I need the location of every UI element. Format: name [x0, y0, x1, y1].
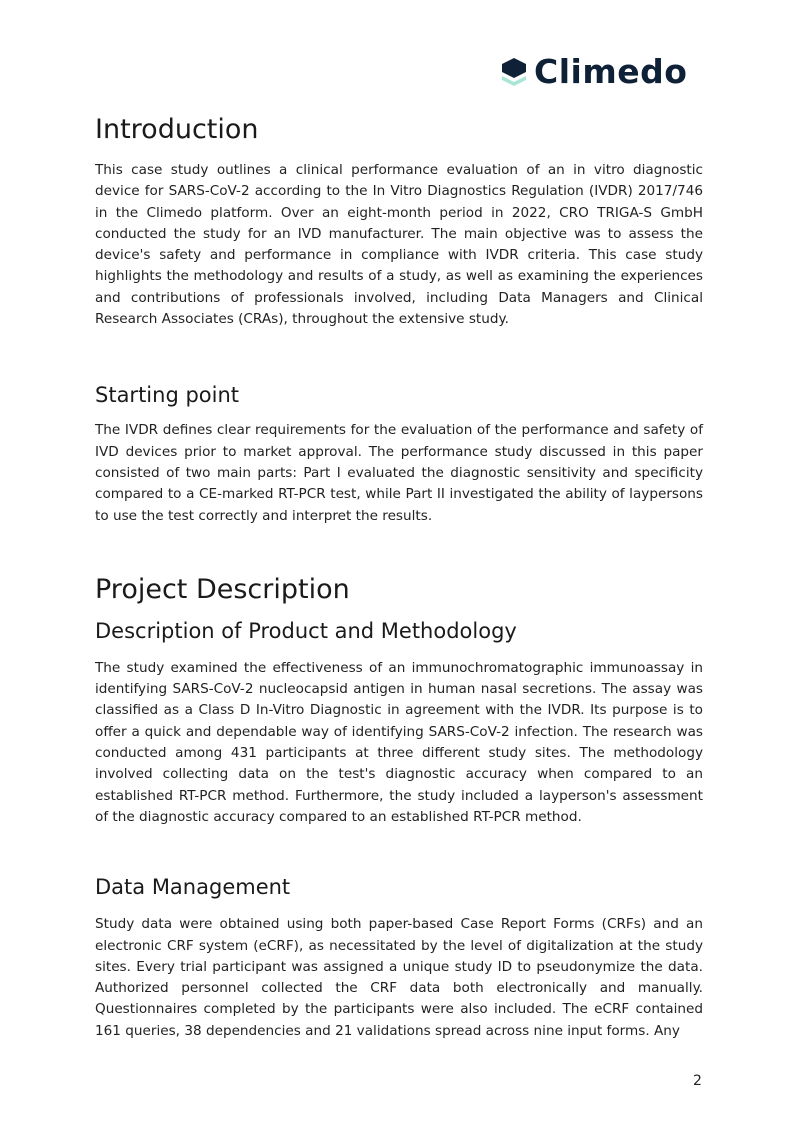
logo-text: Climedo — [534, 52, 688, 91]
climedo-logo-icon — [500, 56, 528, 88]
climedo-logo — [500, 52, 687, 91]
document-body — [95, 110, 703, 1042]
data-management-heading: Data Management — [95, 875, 291, 900]
introduction-paragraph: This case study outlines a clinical performance evaluation of an in vitro diagnostic device for SARS-CoV-2 according to the In Vitro Diagnostics Regulation (IVDR) 2017/746 in the Climedo platform. Over an eight-month period in 2022, CRO TRIGA-S GmbH conducted the study for an IVD manufacturer. The main objective was to assess the device's safety and performance in compliance with IVDR criteria. This case study highlights the methodology and results of a study, as well as examining the experiences and contributions of professionals involved, including Data Managers and Clinical Research Associates (CRAs), throughout the extensive study. — [95, 162, 703, 328]
introduction-heading: Introduction — [95, 114, 259, 145]
product-methodology-paragraph: The study examined the effectiveness of an immunochromatographic immunoassay in identifying SARS-CoV-2 nucleocapsid antigen in human nasal secretions. The assay was classified as a Class D In-Vitro Diagnostic in agreement with the IVDR. Its purpose is to offer a quick and dependable way of identifying SARS-CoV-2 infection. The research was conducted among 431 participants at three different study sites. The methodology involved collecting data on the test's diagnostic accuracy when compared to an established RT-PCR method. Furthermore, the study included a layperson's assessment of the diagnostic accuracy compared to an established RT-PCR method. — [95, 659, 703, 825]
page-number: 2 — [693, 1073, 702, 1089]
starting-point-paragraph: The IVDR defines clear requirements for the evaluation of the performance and safety of IVD devices prior to market approval. The performance study discussed in this paper consisted of two main parts: Part I evaluated the diagnostic sensitivity and specificity compared to a CE-marked RT-PCR test, while Part II investigated the ability of laypersons to use the test correctly and interpret the results. — [95, 422, 703, 524]
starting-point-heading: Starting point — [95, 383, 240, 408]
data-management-paragraph: Study data were obtained using both paper-based Case Report Forms (CRFs) and an electronic CRF system (eCRF), as necessitated by the level of digitalization at the study sites. Every trial participant was assigned a unique study ID to pseudonymize the data. Authorized personnel collected the CRF data both electronically and manually. Questionnaires completed by the participants were also included. The eCRF contained 161 queries, 38 dependencies and 21 validations spread across nine input forms. Any — [95, 916, 703, 1039]
product-methodology-heading: Description of Product and Methodology — [95, 618, 517, 643]
project-description-heading: Project Description — [95, 573, 350, 605]
